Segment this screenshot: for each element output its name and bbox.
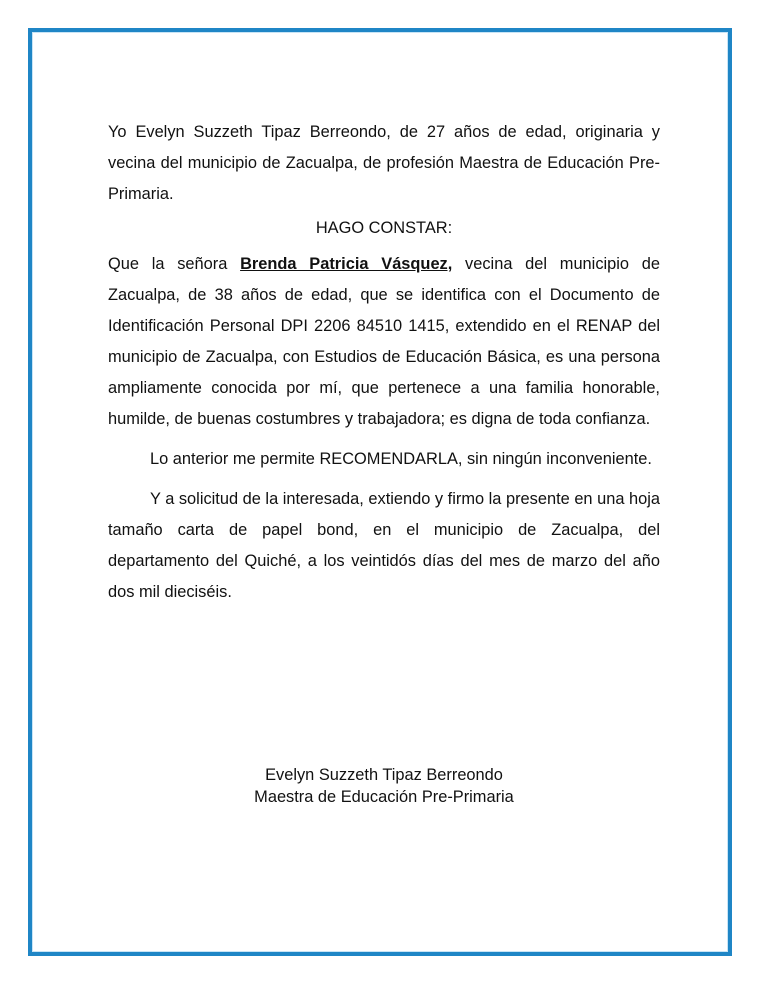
signatory-name: Evelyn Suzzeth Tipaz Berreondo bbox=[265, 766, 503, 784]
recommendation-paragraph: Lo anterior me permite RECOMENDARLA, sin ningún inconveniente. bbox=[150, 450, 652, 468]
closing-paragraph: Y a solicitud de la interesada, extiendo y firmo la presente en una hoja tamaño carta de papel bond, en el municipio de Zacualpa, del departamento del Quiché, a los veintidós días del mes de marzo del año dos mil dieciséis. bbox=[108, 490, 660, 601]
certification-text-start: Que la señora bbox=[108, 255, 241, 273]
signatory-title: Maestra de Educación Pre-Primaria bbox=[254, 788, 514, 806]
certification-text-rest: vecina del municipio de Zacualpa, de 38 años de edad, que se identifica con el Documento de Identificación Personal DPI 2206 84510 1415, extendido en el RENAP del municipio de Zacualpa, con Estudios de Educación Básica, es una persona ampliamente conocida por mí, que pertenece a una familia honorable, humilde, de buenas costumbres y trabajadora; es digna de toda confianza. bbox=[108, 255, 660, 428]
certification-paragraph bbox=[108, 249, 660, 435]
heading-hago-constar: HAGO CONSTAR: bbox=[315, 219, 453, 237]
subject-name: Brenda Patricia Vásquez, bbox=[240, 255, 453, 273]
signature-block bbox=[108, 764, 660, 808]
intro-paragraph: Yo Evelyn Suzzeth Tipaz Berreondo, de 27 años de edad, originaria y vecina del municipio de Zacualpa, de profesión Maestra de Educación Pre-Primaria. bbox=[108, 123, 660, 203]
letter-body bbox=[108, 117, 660, 608]
